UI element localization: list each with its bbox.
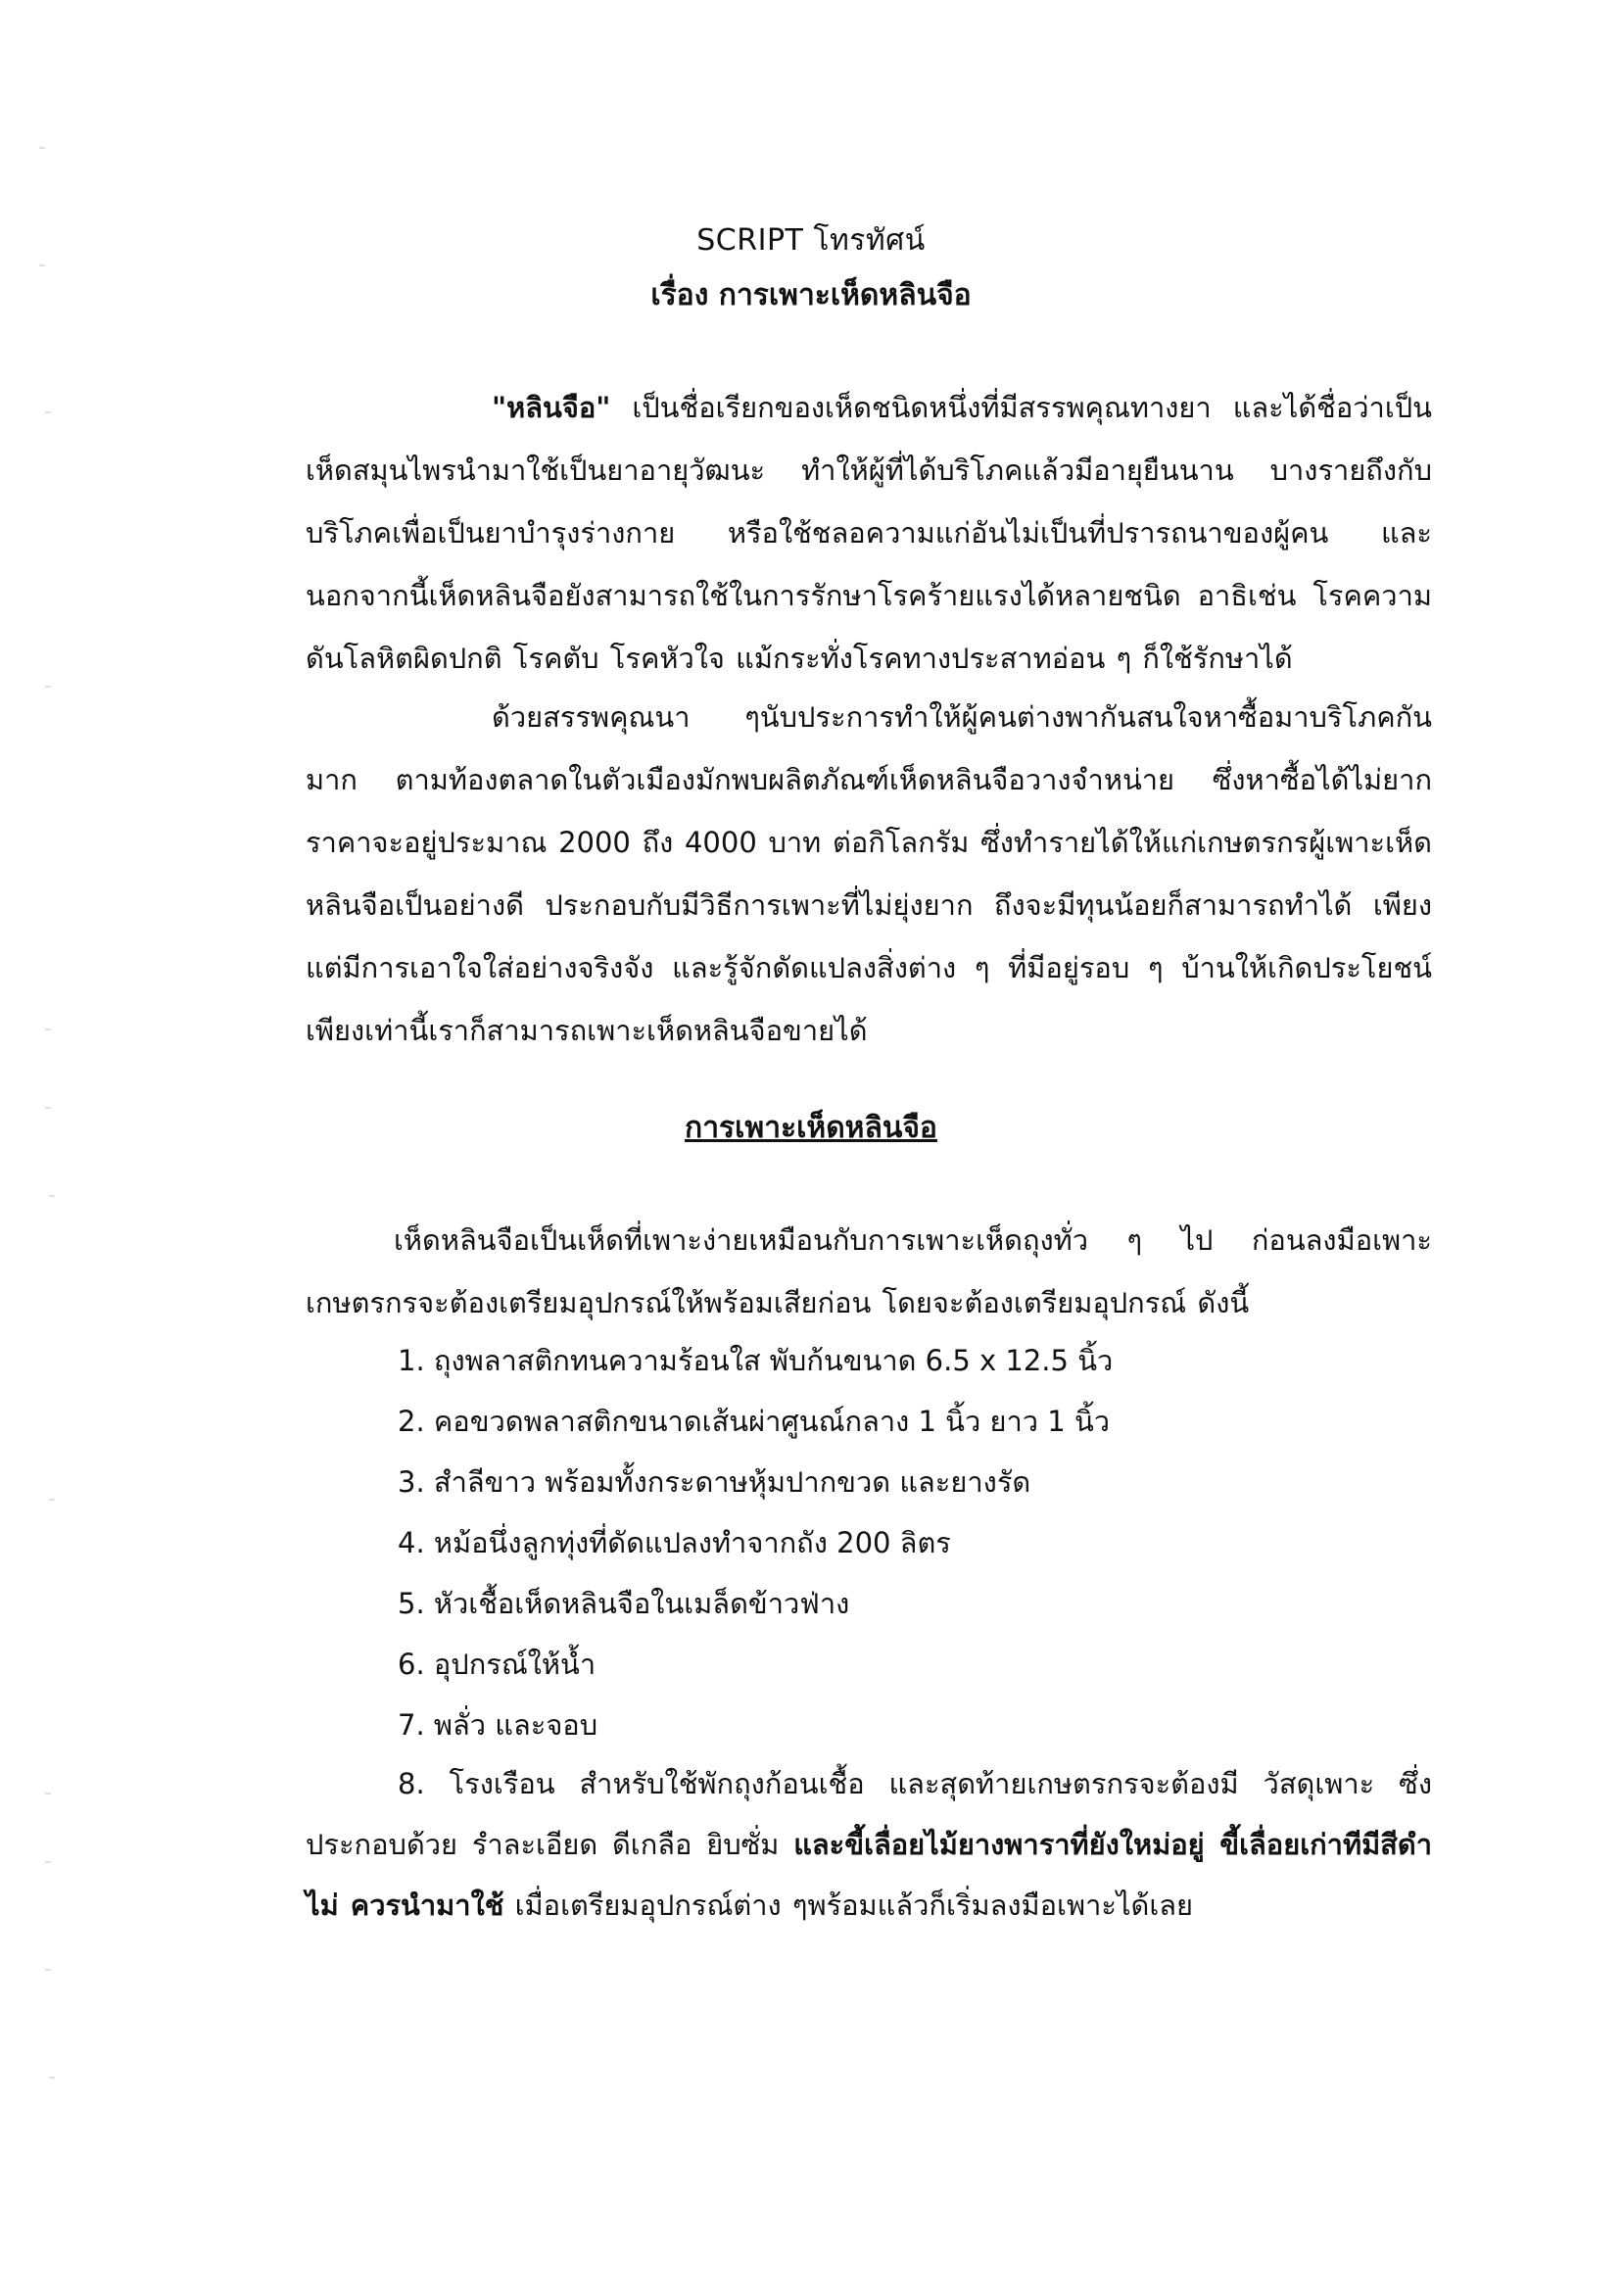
intro-lead-bold: "หลินจือ" [492, 391, 611, 424]
item8-text-a: 8. โรงเรือน สำหรับใช้พักถุงก้อนเชื้อ และสุดท้ายเกษตรกรจะต้องมี วัสดุเพาะ ซึ่งประกอบด้วย รำละเอียด ดีเกลือ ยิบซั่ม [306, 1767, 1432, 1861]
list-item: 5. หัวเชื้อเห็ดหลินจือในเมล็ดข้าวฟ่าง [398, 1587, 850, 1620]
equipment-list [398, 1330, 1113, 1755]
item8-bold-text: และขี้เลื่อยไม้ยางพาราที่ยังใหม่อยู่ ขี้เลื่อยเก่าทีมีสีดำไม่ ควรนำมาใช้ [306, 1828, 1432, 1922]
document-subtitle: เรื่อง การเพาะเห็ดหลินจือ [650, 278, 972, 312]
section-heading: การเพาะเห็ดหลินจือ [685, 1111, 937, 1145]
item8-text-b: เมื่อเตรียมอุปกรณ์ต่าง ๆพร้อมแล้วก็เริ่มลงมือเพาะได้เลย [503, 1889, 1194, 1922]
price-paragraph: ด้วยสรรพคุณนา ๆนับประการทำให้ผู้คนต่างพากันสนใจหาซื้อมาบริโภคกันมาก ตามท้องตลาดในตัวเมืองมักพบผลิตภัณฑ์เห็ดหลินจือวางจำหน่าย ซึ่งหาซื้อได้ไม่ยาก ราคาจะอยู่ประมาณ 2000 ถึง 4000 บาท ต่อกิโลกรัม ซึ่งทำรายได้ให้แก่เกษตรกรผู้เพาะเห็ดหลินจือเป็นอย่างดี ประกอบกับมีวิธีการเพาะที่ไม่ยุ่งยาก ถึงจะมีทุนน้อยก็สามารถทำได้ เพียงแต่มีการเอาใจใส่อย่างจริงจัง และรู้จักดัดแปลงสิ่งต่าง ๆ ที่มีอยู่รอบ ๆ บ้านให้เกิดประโยชน์เพียงเท่านี้เราก็สามารถเพาะเห็ดหลินจือขายได้ [306, 700, 1432, 1047]
list-item: 2. คอขวดพลาสติกขนาดเส้นผ่าศูนณ์กลาง 1 นิ้ว ยาว 1 นิ้ว [398, 1405, 1111, 1438]
list-item-8-paragraph [306, 1753, 1432, 1936]
equipment-intro-paragraph: เห็ดหลินจือเป็นเห็ดที่เพาะง่ายเหมือนกับการเพาะเห็ดถุงทั่ว ๆ ไป ก่อนลงมือเพาะเกษตรกรจะต้องเตรียมอุปกรณ์ให้พร้อมเสียก่อน โดยจะต้องเตรียมอุปกรณ์ ดังนี้ [306, 1223, 1432, 1319]
list-item: 6. อุปกรณ์ให้น้ำ [398, 1648, 596, 1681]
list-item: 1. ถุงพลาสติกทนความร้อนใส พับก้นขนาด 6.5 x 12.5 นิ้ว [398, 1344, 1114, 1377]
list-item: 4. หม้อนึ่งลูกทุ่งที่ดัดแปลงทำจากถัง 200 ลิตร [398, 1526, 951, 1559]
list-item: 7. พลั่ว และจอบ [398, 1708, 598, 1742]
intro-paragraph [306, 376, 1432, 690]
document-title: SCRIPT โทรทัศน์ [696, 223, 926, 258]
intro-text: เป็นชื่อเรียกของเห็ดชนิดหนึ่งที่มีสรรพคุณทางยา และได้ชื่อว่าเป็นเห็ดสมุนไพรนำมาใช้เป็นยาอายุวัฒนะ ทำให้ผู้ที่ได้บริโภคแล้วมีอายุยืนนาน บางรายถึงกับบริโภคเพื่อเป็นยาบำรุงร่างกาย หรือใช้ชลอความแก่อันไม่เป็นที่ปรารถนาของผู้คน และนอกจากนี้เห็ดหลินจือยังสามารถใช้ในการรักษาโรคร้ายแรงได้หลายชนิด อาธิเช่น โรคความดันโลหิตผิดปกติ โรคตับ โรคหัวใจ แม้กระทั่งโรคทางประสาทอ่อน ๆ ก็ใช้รักษาได้ [306, 391, 1432, 675]
list-item: 3. สำลีขาว พร้อมทั้งกระดาษหุ้มปากขวด และยางรัด [398, 1465, 1031, 1499]
